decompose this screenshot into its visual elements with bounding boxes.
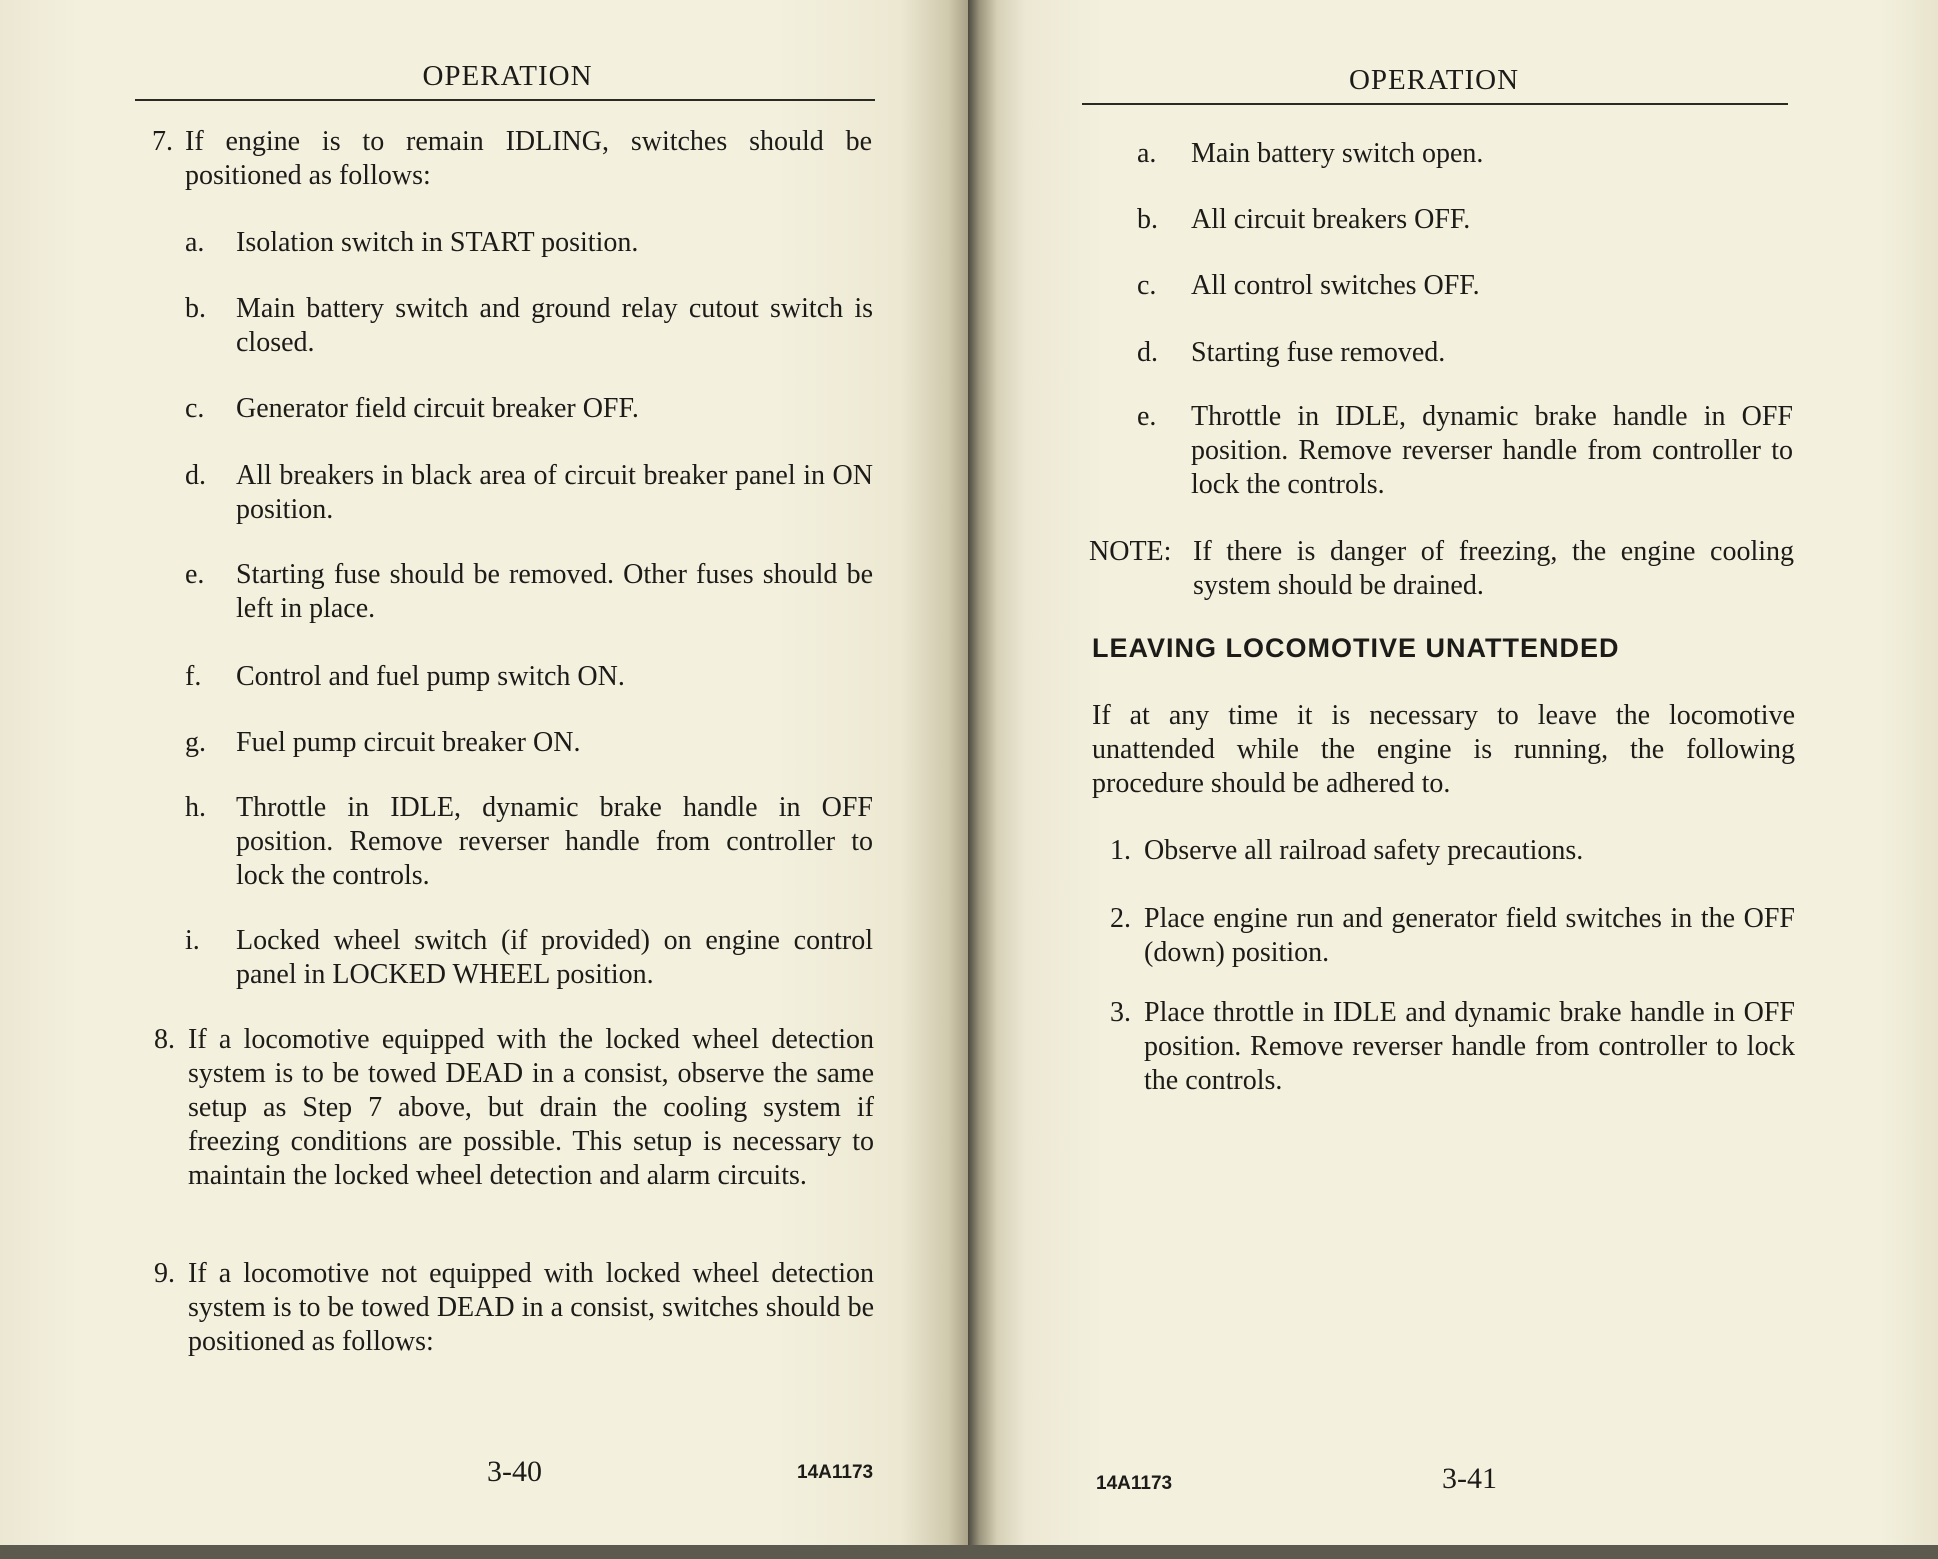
item-label: d.: [185, 460, 206, 491]
note-label: NOTE:: [1089, 536, 1172, 567]
list-item-a: [1137, 137, 1793, 171]
document-number: 14A1173: [1096, 1473, 1173, 1494]
item-label: g.: [185, 727, 206, 758]
item-label: h.: [185, 792, 206, 823]
item-label: e.: [1137, 401, 1157, 432]
page-number: 3-41: [1442, 1462, 1497, 1495]
item-label: f.: [185, 661, 202, 692]
section-intro: If at any time it is necessary to leave the locomotive unattended while the engine is running, the following procedure should be adhered to.: [1092, 700, 1795, 799]
section-heading: LEAVING LOCOMOTIVE UNATTENDED: [1092, 633, 1620, 663]
step-number: 2.: [1110, 903, 1131, 934]
step-8: [154, 1023, 874, 1193]
item-text: Locked wheel switch (if provided) on engine control panel in LOCKED WHEEL position.: [236, 925, 873, 990]
procedure-step-3: [1110, 996, 1795, 1098]
procedure-step-2: [1110, 902, 1795, 970]
page-header: OPERATION: [1348, 64, 1520, 96]
step-text: If a locomotive equipped with the locked wheel detection system is to be towed DEAD in a consist, observe the same setup as Step 7 above, but drain the cooling system if freezing conditions are possible. This setup is necessary to maintain the locked wheel detection and alarm circuits.: [188, 1024, 874, 1191]
item-text: Isolation switch in START position.: [236, 227, 639, 258]
step-number: 3.: [1110, 997, 1131, 1028]
step-text: Place throttle in IDLE and dynamic brake handle in OFF position. Remove reverser handle from controller to lock the controls.: [1144, 997, 1795, 1096]
left-page: [0, 0, 968, 1545]
list-item-e: [185, 558, 873, 626]
item-text: Main battery switch and ground relay cutout switch is closed.: [236, 293, 873, 358]
item-text: Throttle in IDLE, dynamic brake handle in OFF position. Remove reverser handle from controller to lock the controls.: [236, 792, 873, 891]
item-text: Control and fuel pump switch ON.: [236, 661, 625, 692]
item-label: i.: [185, 925, 200, 956]
list-item-c: [185, 392, 873, 426]
step-7: [152, 125, 872, 193]
item-label: d.: [1137, 337, 1158, 368]
list-item-a: [185, 226, 873, 260]
item-label: b.: [185, 293, 206, 324]
item-text: Starting fuse removed.: [1191, 337, 1446, 368]
scan-edge: [0, 1545, 1938, 1559]
item-label: b.: [1137, 204, 1158, 235]
item-text: All control switches OFF.: [1191, 270, 1480, 301]
item-text: Throttle in IDLE, dynamic brake handle in OFF position. Remove reverser handle from controller to lock the controls.: [1191, 401, 1793, 500]
step-number: 8.: [154, 1024, 175, 1055]
procedure-step-1: [1110, 834, 1795, 868]
item-text: Main battery switch open.: [1191, 138, 1484, 169]
step-number: 7.: [152, 126, 173, 157]
step-number: 1.: [1110, 835, 1131, 866]
page-number: 3-40: [487, 1455, 542, 1488]
page-header: OPERATION: [422, 60, 593, 92]
header-rule: [135, 99, 875, 101]
note: [1089, 535, 1794, 603]
list-item-d: [185, 459, 873, 527]
item-text: All circuit breakers OFF.: [1191, 204, 1471, 235]
list-item-g: [185, 726, 873, 760]
item-label: c.: [185, 393, 205, 424]
step-9: [154, 1257, 874, 1359]
list-item-f: [185, 660, 873, 694]
header-rule: [1082, 103, 1788, 105]
item-label: a.: [1137, 138, 1157, 169]
list-item-e: [1137, 400, 1793, 502]
item-text: Starting fuse should be removed. Other fuses should be left in place.: [236, 559, 873, 624]
step-text: Place engine run and generator field switches in the OFF (down) position.: [1144, 903, 1795, 968]
note-text: If there is danger of freezing, the engine cooling system should be drained.: [1193, 536, 1794, 601]
document-number: 14A1173: [797, 1462, 874, 1483]
item-label: e.: [185, 559, 205, 590]
right-page: [968, 0, 1938, 1545]
item-text: All breakers in black area of circuit breaker panel in ON position.: [236, 460, 873, 525]
step-number: 9.: [154, 1258, 175, 1289]
list-item-i: [185, 924, 873, 992]
list-item-b: [1137, 203, 1793, 237]
list-item-b: [185, 292, 873, 360]
item-text: Fuel pump circuit breaker ON.: [236, 727, 581, 758]
item-label: a.: [185, 227, 205, 258]
step-text: Observe all railroad safety precautions.: [1144, 835, 1584, 866]
step-text: If engine is to remain IDLING, switches should be positioned as follows:: [185, 126, 872, 191]
list-item-c: [1137, 269, 1793, 303]
list-item-d: [1137, 336, 1793, 370]
step-text: If a locomotive not equipped with locked wheel detection system is to be towed DEAD in a consist, switches should be positioned as follows:: [188, 1258, 874, 1357]
item-text: Generator field circuit breaker OFF.: [236, 393, 639, 424]
list-item-h: [185, 791, 873, 893]
item-label: c.: [1137, 270, 1157, 301]
